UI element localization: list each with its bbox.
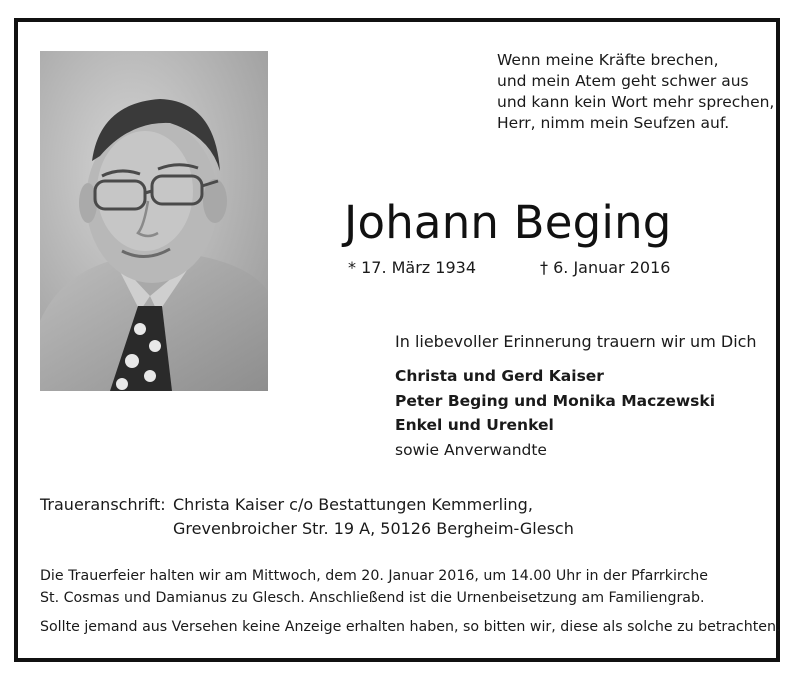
address-label: Traueranschrift: [40,495,166,514]
verse-line: Wenn meine Kräfte brechen, [497,51,719,69]
mourner: sowie Anverwandte [395,440,547,459]
birth-date: * 17. März 1934 [348,258,477,277]
address-line-1: Christa Kaiser c/o Bestattungen Kemmerling, [173,495,533,514]
service-line-2: St. Cosmas und Damianus zu Glesch. Anschließend ist die Urnenbeisetzung am Familiengrab. [40,589,705,606]
funeral-service-info [40,566,708,609]
service-line-1: Die Trauerfeier halten wir am Mittwoch, dem 20. Januar 2016, um 14.00 Uhr in der Pfarrkirche [40,568,708,584]
verse [497,50,774,134]
portrait-photo [40,51,268,391]
mourner: Enkel und Urenkel [395,416,554,434]
verse-line: und kann kein Wort mehr sprechen, [497,93,775,111]
mourning-address [40,493,574,541]
mourners-list [395,364,715,462]
address-line-2: Grevenbroicher Str. 19 A, 50126 Bergheim-Glesch [173,519,574,538]
remembrance-line: In liebevoller Erinnerung trauern wir um Dich [395,332,757,351]
mourner: Christa und Gerd Kaiser [395,367,604,385]
deceased-name: Johann Beging [344,196,672,249]
death-date: † 6. Januar 2016 [540,258,671,277]
notice-text: Sollte jemand aus Versehen keine Anzeige erhalten haben, so bitten wir, diese als solche zu betrachten. [40,619,781,635]
verse-line: und mein Atem geht schwer aus [497,72,749,90]
verse-line: Herr, nimm mein Seufzen auf. [497,114,730,132]
mourner: Peter Beging und Monika Maczewski [395,391,716,410]
